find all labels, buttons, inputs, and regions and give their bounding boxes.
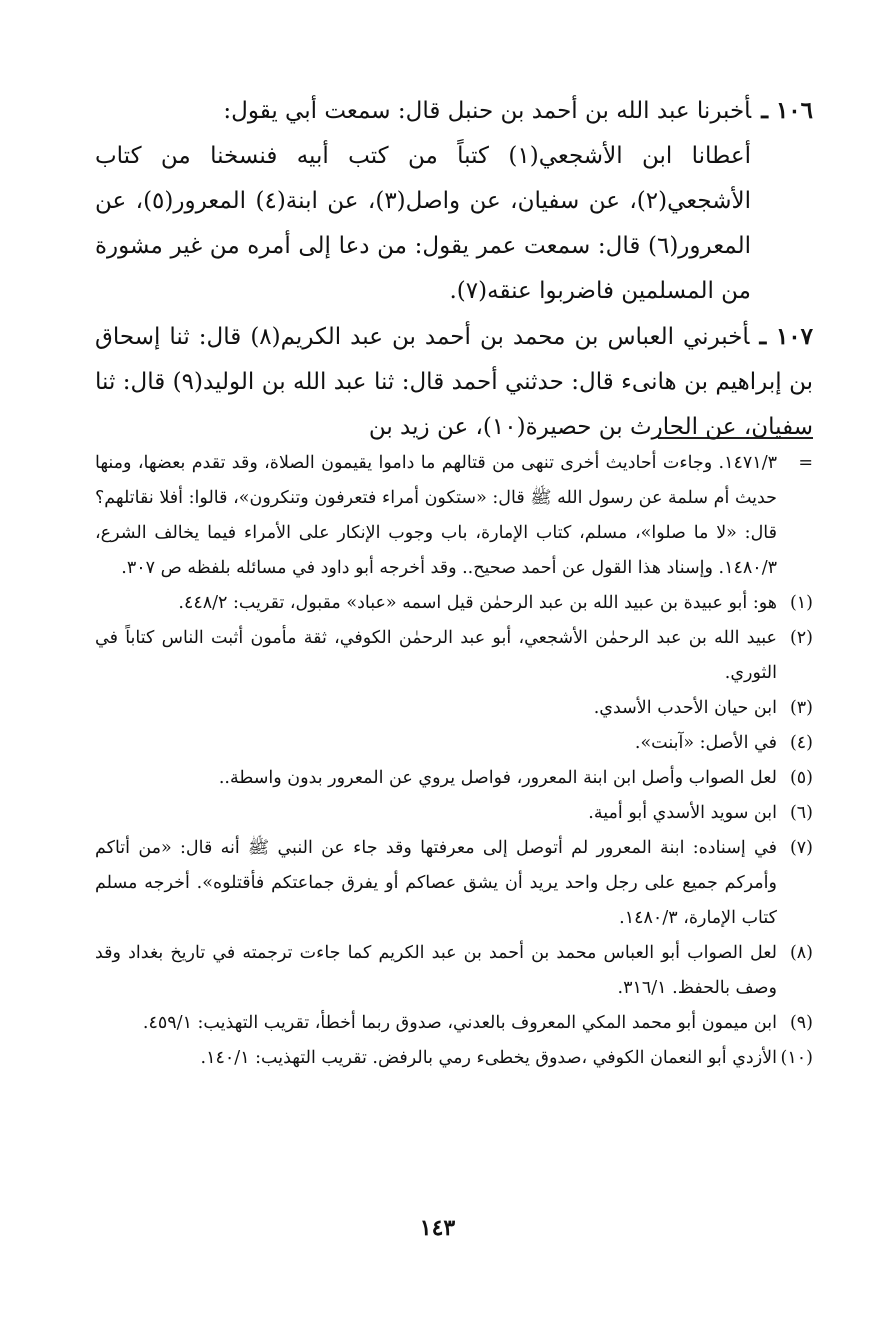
- footnote-text: لعل الصواب أبو العباس محمد بن أحمد بن عبد الكريم كما جاءت ترجمته في تاريخ بغداد وقد وصف بالحفظ. ٣١٦/١.: [95, 943, 777, 998]
- footnote-text: هو: أبو عبيدة بن عبيد الله بن عبد الرحمٰن قيل اسمه «عباد» مقبول، تقريب: ٤٤٨/٢.: [178, 593, 777, 613]
- footnote-number: (١): [789, 593, 813, 613]
- hadith-number: ١٠٦ ـ: [761, 97, 813, 124]
- page-number: ١٤٣: [419, 1215, 456, 1241]
- footnote-8: [95, 936, 813, 1006]
- footnote-text: الأزدي أبو النعمان الكوفي ،صدوق يخطىء رمي بالرفض. تقريب التهذيب: ١٤٠/١.: [200, 1048, 777, 1068]
- footnote-text: في إسناده: ابنة المعرور لم أتوصل إلى معرفتها وقد جاء عن النبي ﷺ أنه قال: «من أتاكم وأمركم جميع على رجل واحد يريد أن يشق عصاكم أو يفرق جماعتكم فأقتلوه». أخرجه مسلم كتاب الإمارة، ١٤٨٠/٣.: [95, 838, 777, 928]
- hadith-text: أخبرنا عبد الله بن أحمد بن حنبل قال: سمعت أبي يقول:: [223, 98, 752, 124]
- footnote-text: ابن سويد الأسدي أبو أمية.: [588, 803, 777, 823]
- footnote-text: لعل الصواب وأصل ابن ابنة المعرور، فواصل يروي عن المعرور بدون واسطة..: [218, 768, 777, 788]
- hadith-107: [95, 314, 813, 450]
- footnote-text: عبيد الله بن عبد الرحمٰن الأشجعي، أبو عبد الرحمٰن الكوفي، ثقة مأمون أثبت الناس كتاباً في الثوري.: [95, 628, 777, 683]
- footnote-5: [95, 761, 813, 796]
- hadith-text: أخبرني العباس بن محمد بن أحمد بن عبد الكريم(٨) قال: ثنا إسحاق بن إبراهيم بن هانىء قال: حدثني أحمد قال: ثنا عبد الله بن الوليد(٩) قال: ثنا سفيان، عن الحارث بن حصيرة(١٠)، عن زيد بن: [95, 324, 813, 440]
- footnote-7: [95, 831, 813, 936]
- footnote-6: [95, 796, 813, 831]
- footnote-number: (٦): [789, 803, 813, 823]
- footnote-number: (٩): [789, 1013, 813, 1033]
- footnote-number: =: [798, 453, 813, 473]
- footnote-continuation: [95, 446, 813, 586]
- footnote-number: (٣): [789, 698, 813, 718]
- footnote-number: (٧): [789, 838, 813, 858]
- footnote-number: (٨): [789, 943, 813, 963]
- hadith-number: ١٠٧ ـ: [759, 323, 813, 350]
- footnote-9: [95, 1006, 813, 1041]
- footnote-number: (١٠): [780, 1048, 813, 1068]
- hadith-106-body: [95, 134, 813, 314]
- footnote-separator: [658, 437, 813, 439]
- footnote-4: [95, 726, 813, 761]
- main-text: [95, 88, 813, 450]
- footnote-text: في الأصل: «آبنت».: [634, 733, 777, 753]
- footnote-text: ١٤٧١/٣. وجاءت أحاديث أخرى تنهى من قتالهم ما داموا يقيمون الصلاة، وقد تقدم بعضها، ومنها حديث أم سلمة عن رسول الله ﷺ قال: «ستكون أمراء فتعرفون وتنكرون»، قالوا: أفلا نقاتلهم؟ قال: «لا ما صلوا»، مسلم، كتاب الإمارة، باب وجوب الإنكار على الأمراء فيما يخالف الشرع، ١٤٨٠/٣. وإسناد هذا القول عن أحمد صحيح.. وقد أخرجه أبو داود في مسائله بلفظه ص ٣٠٧.: [95, 453, 777, 578]
- footnote-text: ابن ميمون أبو محمد المكي المعروف بالعدني، صدوق ربما أخطأ، تقريب التهذيب: ٤٥٩/١.: [142, 1013, 777, 1033]
- footnote-2: [95, 621, 813, 691]
- footnote-3: [95, 691, 813, 726]
- footnote-number: (٥): [789, 768, 813, 788]
- footnote-10: [95, 1041, 813, 1076]
- footnote-number: (٤): [789, 733, 813, 753]
- footnote-text: ابن حيان الأحدب الأسدي.: [593, 698, 777, 718]
- hadith-106-header: [95, 88, 813, 134]
- hadith-text: أعطانا ابن الأشجعي(١) كتباً من كتب أبيه فنسخنا من كتاب الأشجعي(٢)، عن سفيان، عن واصل(٣)، عن ابنة(٤) المعرور(٥)، عن المعرور(٦) قال: سمعت عمر يقول: من دعا إلى أمره من غير مشورة من المسلمين فاضربوا عنقه(٧).: [95, 143, 752, 304]
- footnote-1: [95, 586, 813, 621]
- footnote-number: (٢): [789, 628, 813, 648]
- footnotes: [95, 446, 813, 1076]
